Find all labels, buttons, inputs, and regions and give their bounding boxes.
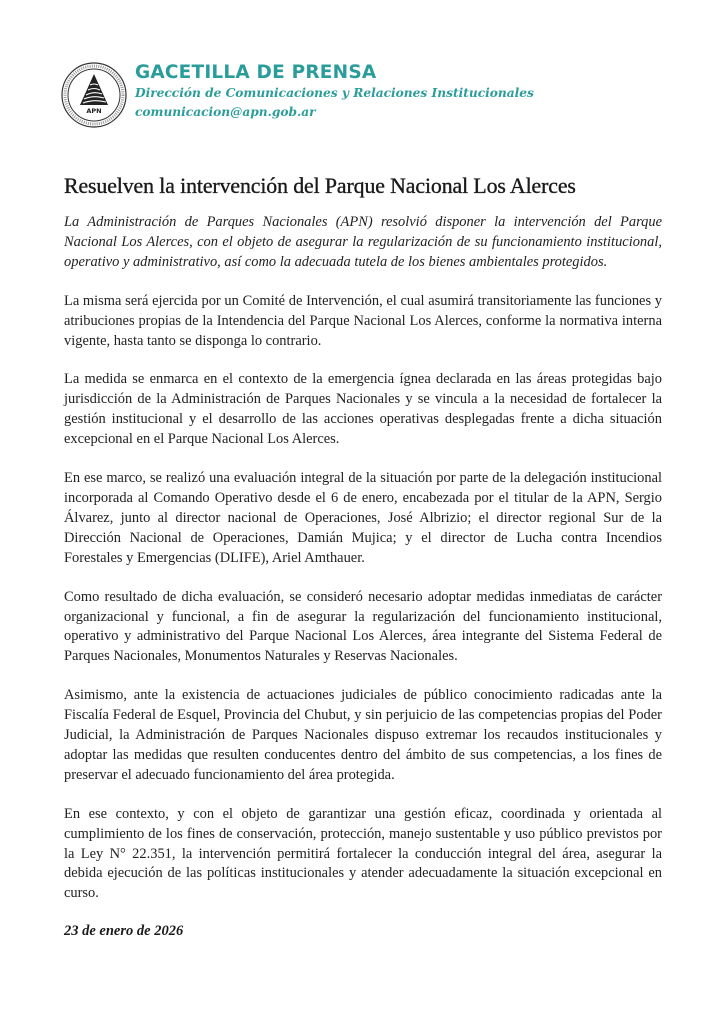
department-name: Dirección de Comunicaciones y Relaciones Institucionales bbox=[135, 86, 534, 100]
apn-seal-icon bbox=[60, 61, 128, 129]
paragraph: Asimismo, ante la existencia de actuaciones judiciales de público conocimiento radicadas ante la Fiscalía Federal de Esquel, Provincia del Chubut, y sin perjuicio de las competencias propias del Poder Judicial, la Administración de Parques Nacionales dispuso extremar los recaudos institucionales y adoptar las medidas que resulten conducentes dentro del ámbito de sus competencias, a los fines de preservar el adecuado funcionamiento del área protegida. bbox=[64, 687, 662, 783]
paragraph: Como resultado de dicha evaluación, se consideró necesario adoptar medidas inmediatas de carácter organizacional y funcional, a fin de asegurar la regularización del funcionamiento institucional, operativo y administrativo del Parque Nacional Los Alerces, área integrante del Sistema Federal de Parques Nacionales, Monumentos Naturales y Reservas Nacionales. bbox=[64, 588, 662, 665]
paragraph: En ese marco, se realizó una evaluación integral de la situación por parte de la delegación institucional incorporada al Comando Operativo desde el 6 de enero, encabezada por el titular de la APN, Sergio Álvarez, junto al director nacional de Operaciones, José Albrizio; el director regional Sur de la Dirección Nacional de Operaciones, Damián Mujica; y el director de Lucha contra Incendios Forestales y Emergencias (DLIFE), Ariel Amthauer. bbox=[64, 470, 662, 566]
paragraph: En ese contexto, y con el objeto de garantizar una gestión eficaz, coordinada y orientada al cumplimiento de los fines de conservación, protección, manejo sustentable y uso público previstos por la Ley N° 22.351, la intervención permitirá fortalecer la conducción integral del área, asegurar la debida ejecución de las políticas institucionales y atender adecuadamente la situación excepcional en curso. bbox=[64, 805, 662, 902]
paragraph: La medida se enmarca en el contexto de la emergencia ígnea declarada en las áreas protegidas bajo jurisdicción de la Administración de Parques Nacionales y se vincula a la necesidad de fortalecer la gestión institucional y el desarrollo de las acciones operativas desplegadas frente a dicha situación excepcional en el Parque Nacional Los Alerces. bbox=[64, 371, 662, 448]
paragraph: La misma será ejercida por un Comité de Intervención, el cual asumirá transitoriamente las funciones y atribuciones propias de la Intendencia del Parque Nacional Los Alerces, conforme la normativa interna vigente, hasta tanto se disponga lo contrario. bbox=[64, 292, 662, 349]
article-body bbox=[64, 213, 662, 940]
contact-email[interactable]: comunicacion@apn.gob.ar bbox=[135, 105, 316, 119]
page-title: Resuelven la intervención del Parque Nacional Los Alerces bbox=[64, 174, 576, 198]
gacetilla-title: GACETILLA DE PRENSA bbox=[135, 62, 377, 83]
paragraph-lead: La Administración de Parques Nacionales (APN) resolvió disponer la intervención del Parque Nacional Los Alerces, con el objeto de asegurar la regularización de su funcionamiento institucional, operativo y administrativo, así como la adecuada tutela de los bienes ambientales protegidos. bbox=[64, 214, 662, 270]
publication-date: 23 de enero de 2026 bbox=[64, 923, 184, 940]
seal-text: APN bbox=[86, 107, 102, 115]
press-release-header bbox=[60, 60, 660, 130]
